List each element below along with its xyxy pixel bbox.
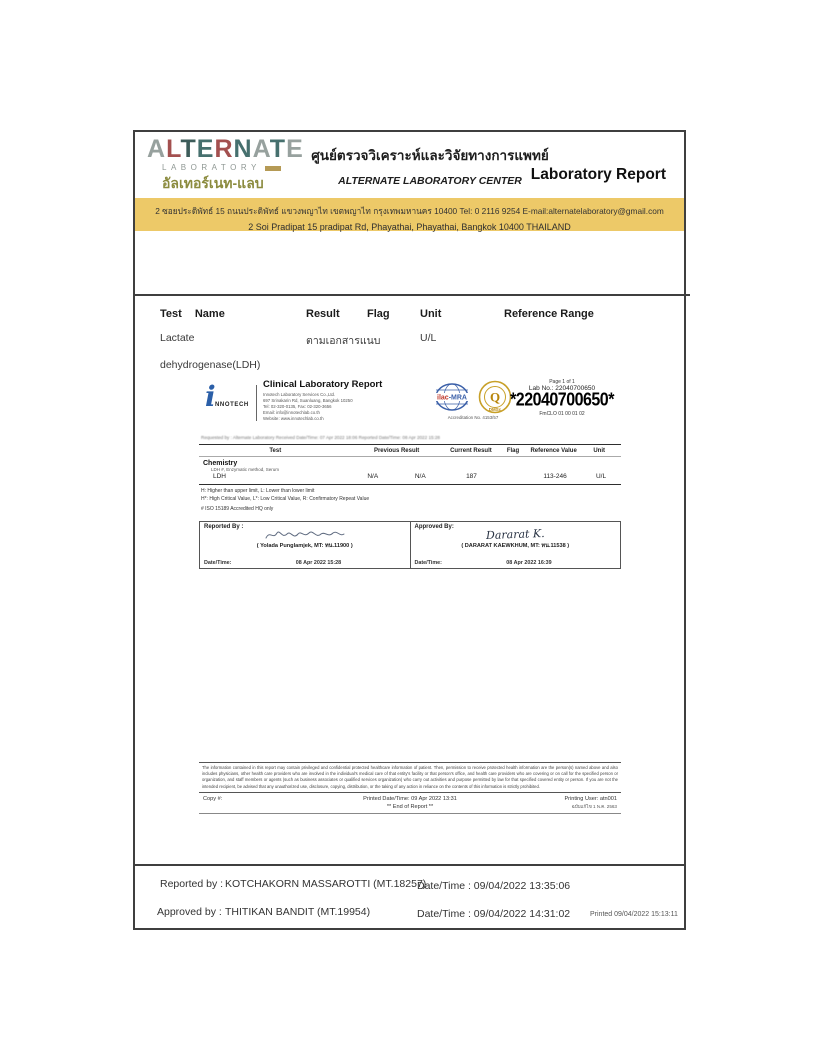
printed-datetime: Printed Date/Time: 09 Apr 2022 13:31 [363, 796, 457, 802]
approved-by-box [410, 522, 621, 568]
page-indicator: Page 1 of 1 [549, 379, 575, 385]
iso-note: # ISO 15189 Accredited HQ only [201, 506, 274, 512]
form-code: FmCLO 01 00 01 02 [539, 411, 585, 417]
datetime-value: 08 Apr 2022 16:39 [506, 559, 552, 566]
logo-letter: T [269, 135, 287, 163]
attachment-print-line [199, 793, 621, 802]
svg-text:Q: Q [489, 389, 501, 405]
datetime-value: 08 Apr 2022 15:28 [295, 559, 342, 566]
col-result: Result [306, 308, 340, 320]
approved-by-name: THITIKAN BANDIT (MT.19954) [225, 906, 371, 918]
printing-user: Printing User: atn001 [564, 796, 617, 802]
logo-letter: E [196, 135, 215, 163]
datetime-label: Date/Time: [204, 559, 232, 566]
attachment-results-table [199, 444, 621, 485]
test-name: LDH [213, 473, 227, 480]
col-reference-range: Reference Range [504, 308, 594, 320]
attached-clinical-report [197, 377, 623, 814]
logo-letter: R [214, 135, 234, 163]
request-info-line: Requested by : Alternate Laboratory Received Date/Time: 07 Apr 2022 18:06 Reported Date/Time: 08 Apr 2022 15:28 [201, 435, 440, 440]
report-footer [135, 864, 684, 930]
end-of-report: ** End of Report ** [386, 804, 434, 810]
logo-subtitle: LABORATORY [147, 163, 327, 172]
innotech-i-glyph: i [205, 380, 216, 413]
header-body-divider [133, 294, 690, 296]
reported-by-label: Reported by : [160, 878, 224, 890]
col-unit: Unit [420, 308, 442, 320]
test-name-value: Lactate [160, 332, 195, 344]
flag-legend [197, 485, 623, 514]
col-flag: Flag [506, 448, 520, 454]
logo-letter: E [286, 135, 304, 163]
previous-result-2: N/A [414, 473, 426, 480]
attachment-title-block [263, 379, 415, 422]
results-table-header [135, 308, 684, 324]
col-reference-value: Reference Value [530, 448, 577, 454]
confidentiality-disclaimer: The information contained in this report may contain privileged and confidential protected healthcare information of patient. Then, permission to receive protected health information are the person(s) named above and also includes physicians, other health care providers who are involved in the individual's medical care of that entity's facility or that person's office, and health care providers who are covering or on call for the specified person or organization, and staff members or agents (such as business associates or qualified services organization) who carry out activities and purpose permitted by law for that specified covered entity or person. If you are not the intended recipient, be advised that any unauthorized use, disclosure, copying, distribution, or the taking of any action in reliance on the contents of this information is strictly prohibited. [199, 762, 621, 793]
col-test: Test [269, 448, 282, 454]
reported-by-name: ( Yolada Punglamjek, MT: ทน.11900 ) [256, 542, 353, 549]
previous-results [349, 473, 444, 480]
reported-signature [204, 528, 406, 542]
logo-letter: N [233, 135, 253, 163]
col-previous-result: Previous Result [373, 448, 420, 454]
approved-by-label: Approved by : [157, 906, 222, 918]
reference-value: 113-246 [543, 473, 567, 480]
copy-number: Copy #: [203, 796, 223, 802]
reported-datetime: Date/Time : 09/04/2022 13:35:06 [417, 880, 571, 892]
approved-by-name: ( DARARAT KAEWKHUM, MT: ทน.11538 ) [461, 542, 570, 549]
approved-by-label: Approved By: [414, 523, 454, 530]
attachment-title: Clinical Laboratory Report [263, 379, 383, 390]
logo-letter: A [147, 135, 167, 163]
end-of-report-line [199, 802, 621, 813]
center-title-thai: ศูนย์ตรวจวิเคราะห์และวิจัยทางการแพทย์ [311, 148, 549, 163]
printed-timestamp: Printed 09/04/2022 15:13:11 [590, 911, 678, 918]
provider-address-line: Innotech Laboratory Services Co.,Ltd. [263, 392, 336, 397]
address-line-english: 2 Soi Pradipat 15 pradipat Rd, Phayathai, Phayathai, Bangkok 10400 THAILAND [248, 222, 571, 232]
provider-address-line: Tel: 02-320-0135, Fax: 02-320-3656 [263, 404, 332, 410]
table-row [135, 359, 684, 375]
current-result: 187 [466, 473, 477, 480]
provider-address [263, 392, 415, 422]
flag [499, 473, 529, 480]
col-test-name: Test Name [160, 308, 225, 320]
lab-number-block [501, 379, 623, 417]
accreditation-caption: Accreditation No. 4153/57 [447, 415, 499, 420]
col-current-result: Current Result [450, 448, 492, 454]
section-chemistry: Chemistry [203, 460, 238, 467]
signature-section [199, 521, 621, 569]
reported-by-name: KOTCHAKORN MASSAROTTI (MT.18257) [225, 878, 427, 890]
lab-number-barcode: *22040700650* [510, 390, 614, 411]
report-header [135, 132, 684, 198]
center-title-english: ALTERNATE LABORATORY CENTER [338, 175, 522, 187]
unit-value: U/L [420, 332, 437, 344]
logo-letter: T [180, 135, 197, 163]
lab-report-document [133, 130, 686, 930]
logo-letter: L [166, 135, 181, 163]
provider-address-line: 697 Srinakarin Rd, Suanluang, Bangkok 10250 [263, 398, 353, 404]
address-line-thai: 2 ซอยประดิพัทธ์ 15 ถนนประดิพัทธ์ แขวงพญาไท เขตพญาไท กรุงเทพมหานคร 10400 Tel: 0 2116 9254 E-mail:alternatelaboratory@gmail.com [155, 206, 664, 216]
ldh-result-row [199, 473, 621, 480]
address-banner [135, 198, 684, 231]
innotech-wordmark: NNOTECH [215, 401, 249, 408]
col-unit: Unit [593, 448, 606, 454]
provider-address-line: Website: www.innotechlab.co.th [263, 416, 324, 422]
attachment-header [197, 377, 623, 431]
test-name-value-cont: dehydrogenase(LDH) [160, 359, 261, 371]
table-row [135, 332, 684, 348]
col-flag: Flag [367, 308, 390, 320]
unit: U/L [595, 473, 607, 480]
attachment-table-header [199, 445, 621, 457]
handwritten-signature-icon [262, 528, 348, 542]
center-title-block [290, 144, 570, 187]
datetime-label: Date/Time: [414, 559, 442, 566]
handwritten-name: Dararat K. [485, 526, 545, 542]
logo-letter: A [252, 135, 270, 163]
svg-text:DMSc: DMSc [488, 407, 502, 412]
reported-by-label: Reported By : [204, 523, 244, 530]
previous-result-1: N/A [367, 473, 379, 480]
legend-line: H: Higher than upper limit, L: Lower than lower limit [201, 488, 315, 494]
logo-thai-name: อัลเทอร์เนท-แลบ [162, 175, 264, 192]
svg-text:ilac-MRA: ilac-MRA [437, 394, 467, 402]
reported-datetime [204, 560, 406, 566]
provider-address-line: Email: info@innotechlab.co.th [263, 410, 320, 416]
legend-line: H*: High Critical Value, L*: Low Critical Value, R: Confirmatory Repeat Value [201, 495, 370, 502]
approved-signature [415, 528, 617, 542]
ilac-mra-logo-icon [434, 380, 470, 414]
revision-note: ฉบับแก้ไข 1 พ.ค. 2563 [571, 804, 617, 809]
reported-by-box [200, 522, 410, 568]
innotech-logo [199, 380, 257, 421]
lab-number-label: Lab No.: 22040700650 [528, 385, 596, 392]
approved-datetime [415, 560, 617, 566]
approved-datetime: Date/Time : 09/04/2022 14:31:02 [417, 908, 571, 920]
attachment-footer-block [199, 762, 621, 814]
logo-accent-mark [265, 166, 281, 171]
report-title: Laboratory Report [530, 166, 666, 183]
result-value: ตามเอกสารแนบ [306, 335, 381, 347]
test-method-note: LDH #, Enzymatic method, Serum [211, 467, 280, 472]
